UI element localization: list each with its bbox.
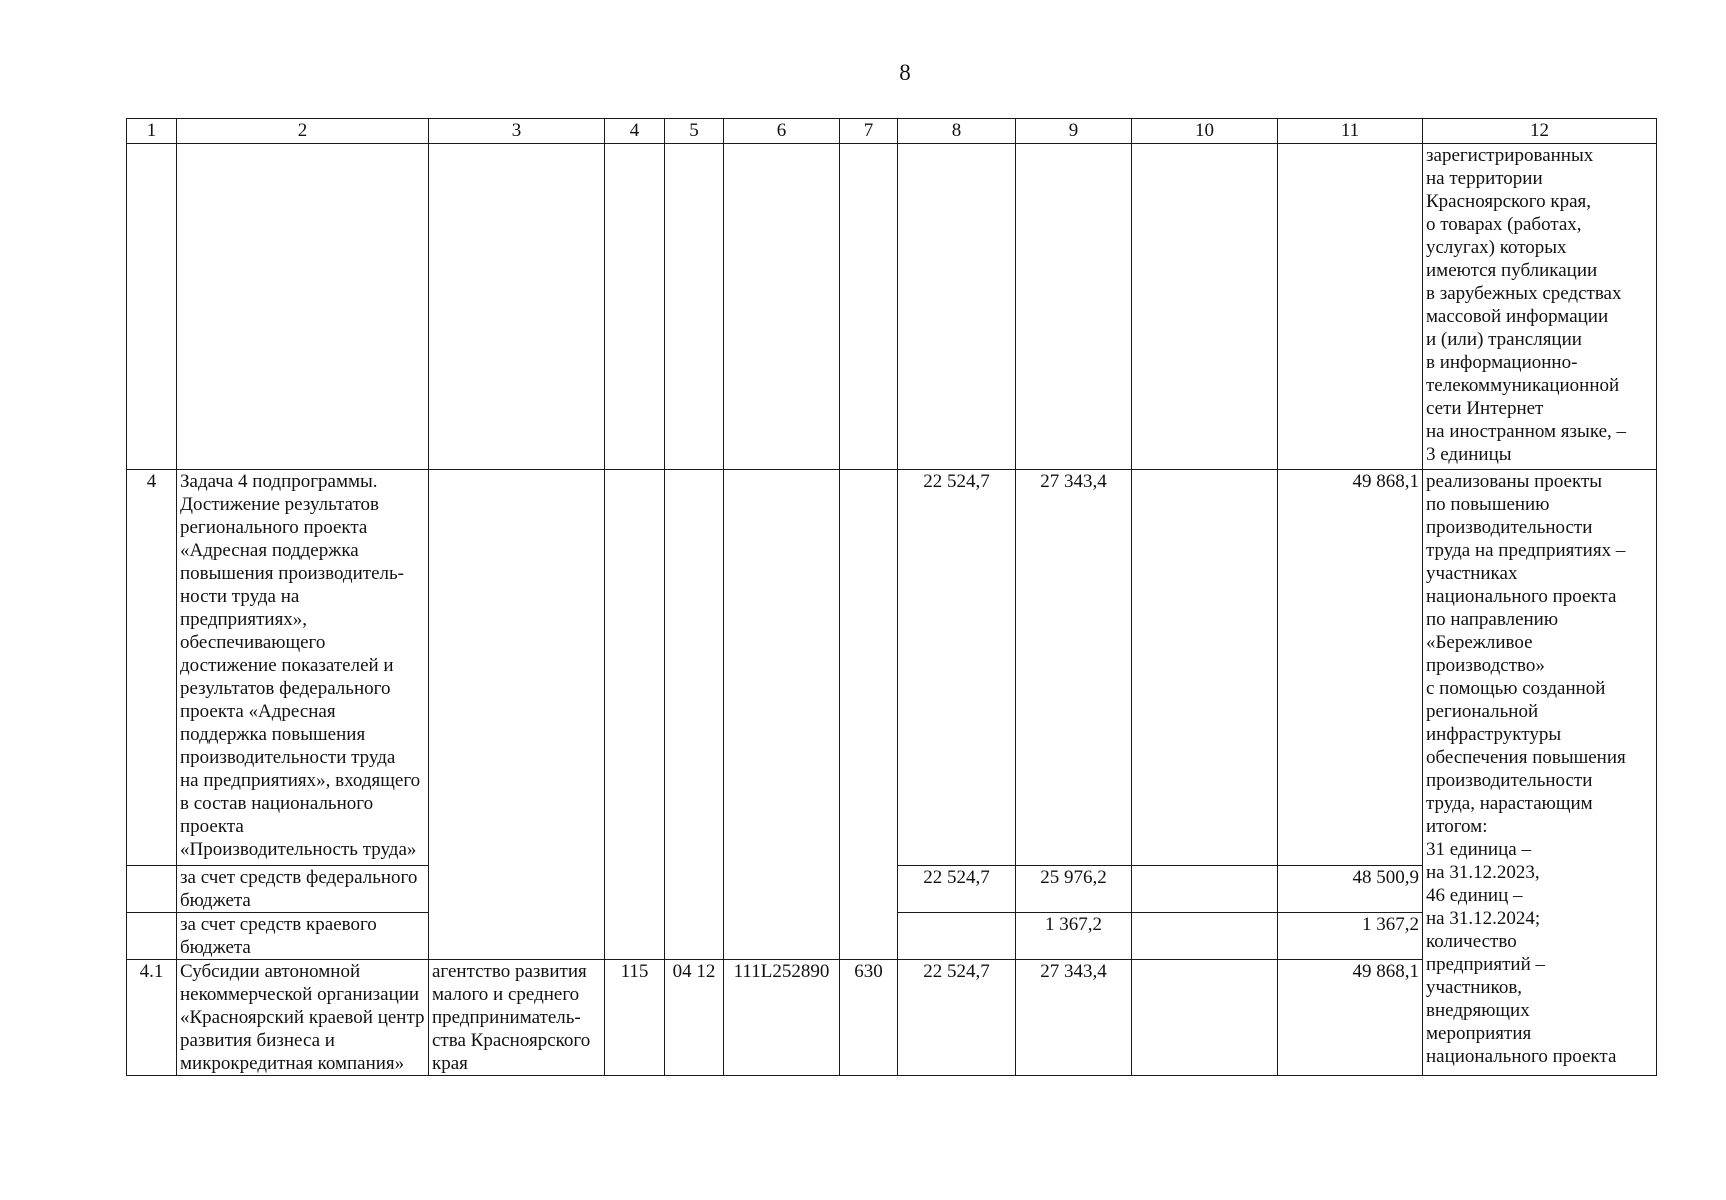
header-cell: 1	[127, 119, 177, 144]
header-cell: 4	[605, 119, 665, 144]
header-cell: 8	[898, 119, 1016, 144]
item-name: Субсидии автономной некоммерческой организации «Красноярский краевой центр развития бизнеса и микрокредитная компания»	[177, 960, 429, 1076]
value-col9: 25 976,2	[1016, 866, 1132, 913]
result-text: реализованы проекты по повышению производительности труда на предприятиях – участниках национального проекта по направлению «Бережливое производство» с помощью созданной региональной инфраструктуры обеспечения повышения производительности труда, нарастающим итогом: 31 единица – на 31.12.2023, 46 единиц – на 31.12.2024; количество предприятий – участников, внедряющих мероприятия национального проекта	[1423, 470, 1657, 1076]
value-col8: 22 524,7	[898, 470, 1016, 866]
task-name: Задача 4 подпрограммы. Достижение результатов регионального проекта «Адресная поддержка повышения производитель- ности труда на предприятиях», обеспечивающего достижение показателей и результатов федерального проекта «Адресная поддержка повышения производительности труда на предприятиях», входящего в состав национального проекта «Производительность труда»	[177, 470, 429, 866]
result-text: зарегистрированных на территории Красноярского края, о товарах (работах, услугах) которых имеются публикации в зарубежных средствах массовой информации и (или) трансляции в информационно- телекоммуникационной сети Интернет на иностранном языке, – 3 единицы	[1423, 144, 1657, 470]
header-cell: 12	[1423, 119, 1657, 144]
header-cell: 5	[665, 119, 724, 144]
header-cell: 3	[429, 119, 605, 144]
table-row	[127, 144, 1657, 470]
value-col9: 27 343,4	[1016, 960, 1132, 1076]
value-col11: 1 367,2	[1278, 913, 1423, 960]
value-col9: 27 343,4	[1016, 470, 1132, 866]
value-col11: 49 868,1	[1278, 470, 1423, 866]
row-number: 4	[127, 470, 177, 866]
agency-name: агентство развития малого и среднего предприниматель- ства Красноярского края	[429, 960, 605, 1076]
value-col9: 1 367,2	[1016, 913, 1132, 960]
header-cell: 11	[1278, 119, 1423, 144]
code-col4: 115	[605, 960, 665, 1076]
value-col8: 22 524,7	[898, 866, 1016, 913]
code-col5: 04 12	[665, 960, 724, 1076]
code-col6: 111L252890	[724, 960, 840, 1076]
funding-source: за счет средств краевого бюджета	[177, 913, 429, 960]
header-cell: 6	[724, 119, 840, 144]
row-number: 4.1	[127, 960, 177, 1076]
header-cell: 10	[1132, 119, 1278, 144]
budget-table	[126, 118, 1657, 1076]
table-row	[127, 470, 1657, 866]
header-cell: 2	[177, 119, 429, 144]
funding-source: за счет средств федерального бюджета	[177, 866, 429, 913]
header-row	[127, 119, 1657, 144]
value-col11: 48 500,9	[1278, 866, 1423, 913]
value-col11: 49 868,1	[1278, 960, 1423, 1076]
page-number: 8	[899, 60, 911, 85]
value-col8: 22 524,7	[898, 960, 1016, 1076]
header-cell: 9	[1016, 119, 1132, 144]
code-col7: 630	[840, 960, 898, 1076]
header-cell: 7	[840, 119, 898, 144]
